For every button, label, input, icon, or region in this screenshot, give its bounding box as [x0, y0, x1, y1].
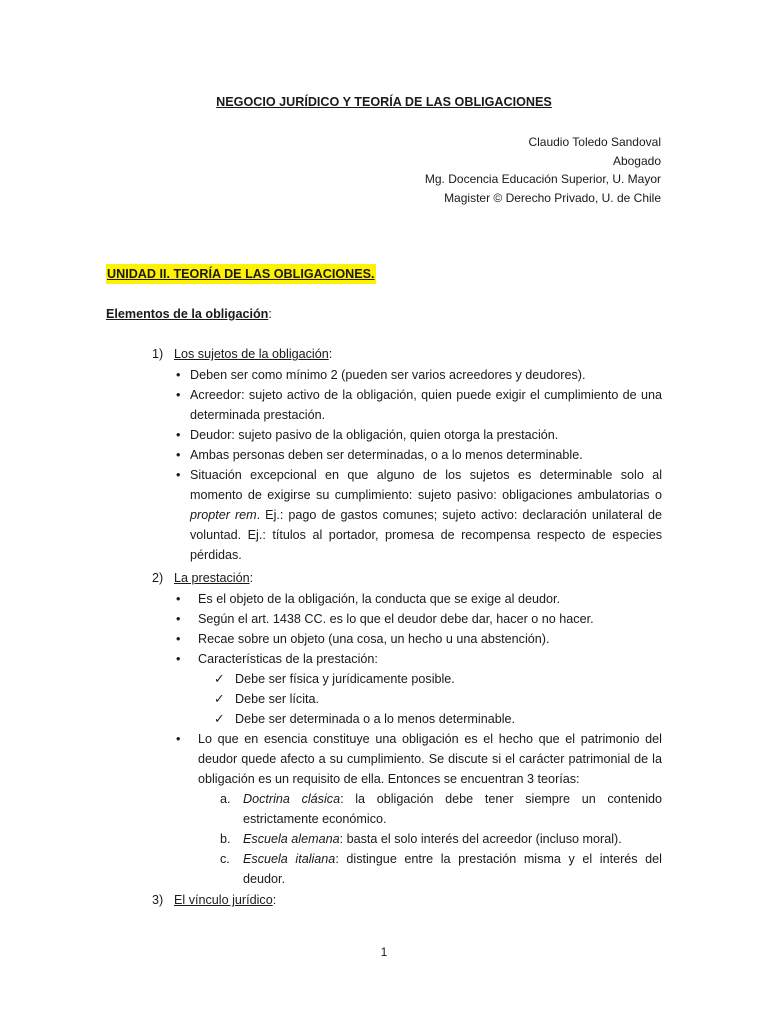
elements-heading-text: Elementos de la obligación: [106, 307, 269, 321]
section-title: La prestación: [174, 571, 250, 585]
elements-heading: [106, 304, 272, 324]
bullet-icon: •: [176, 388, 181, 402]
theory-text: : distingue entre la prestación misma y el interés del deudor.: [243, 852, 662, 886]
theory-item: [198, 789, 662, 829]
list-item-text: Deben ser como mínimo 2 (pueden ser varios acreedores y deudores).: [190, 368, 586, 382]
theory-name: Escuela italiana: [243, 852, 336, 866]
section-3-heading: [152, 890, 276, 910]
list-item-text: Características de la prestación:: [198, 652, 378, 666]
bullet-icon: •: [176, 632, 181, 646]
author-profession: Abogado: [612, 153, 661, 168]
list-item: [176, 465, 662, 565]
section-number: 3): [152, 893, 164, 907]
theory-letter: c.: [220, 852, 230, 866]
section-number: 1): [152, 347, 164, 361]
list-item: [176, 365, 662, 385]
list-item-text: Es el objeto de la obligación, la conducta que se exige al deudor.: [198, 592, 560, 606]
list-item-text: Acreedor: sujeto activo de la obligación, quien puede exigir el cumplimiento de una determinada prestación.: [190, 388, 662, 422]
theory-name: Doctrina clásica: [243, 792, 341, 806]
list-item-text: Según el art. 1438 CC. es lo que el deudor debe dar, hacer o no hacer.: [198, 612, 594, 626]
list-item: [176, 629, 662, 649]
section-2-heading: [152, 568, 253, 588]
list-item-text: Lo que en esencia constituye una obligación es el hecho que el patrimonio del deudor quede afecto a su cumplimiento. Se discute si el carácter patrimonial de la obligación es un requisito de ella. Entonces se encuentran 3 teorías:: [198, 732, 662, 786]
checkmark-icon: ✓: [214, 712, 225, 726]
theory-letter: a.: [220, 792, 231, 806]
theory-name: Escuela alemana: [243, 832, 340, 846]
list-item: [176, 609, 662, 629]
theories-list: [198, 789, 662, 889]
section-number: 2): [152, 571, 164, 585]
theory-letter: b.: [220, 832, 231, 846]
check-item-text: Debe ser lícita.: [235, 692, 319, 706]
theory-item: [198, 829, 662, 849]
document-title: NEGOCIO JURÍDICO Y TEORÍA DE LAS OBLIGACIONES: [216, 95, 552, 109]
bullet-icon: •: [176, 468, 181, 482]
characteristics-list: [198, 669, 662, 729]
list-item-text: Ambas personas deben ser determinadas, o a lo menos determinable.: [190, 448, 583, 462]
bullet-icon: •: [176, 592, 181, 606]
section-colon: :: [249, 571, 254, 585]
bullet-icon: •: [176, 368, 181, 382]
check-item: [198, 689, 662, 709]
check-item-text: Debe ser determinada o a lo menos determinable.: [235, 712, 516, 726]
section-1-bullets: [176, 365, 662, 565]
bullet-icon: •: [176, 652, 181, 666]
checkmark-icon: ✓: [214, 692, 225, 706]
author-block: [425, 133, 661, 207]
list-item-text-italic: propter rem: [190, 508, 257, 522]
theory-item: [198, 849, 662, 889]
section-colon: :: [272, 893, 277, 907]
author-name: Claudio Toledo Sandoval: [528, 135, 661, 149]
theory-text: : la obligación debe tener siempre un contenido estrictamente económico.: [243, 792, 662, 826]
list-item-text-start: Situación excepcional en que alguno de los sujetos es determinable solo al momento de exigirse su cumplimiento: sujeto pasivo: obligaciones ambulatorias o: [190, 468, 662, 502]
page-number: 1: [380, 945, 388, 959]
bullet-icon: •: [176, 448, 181, 462]
check-item: [198, 669, 662, 689]
list-item: [176, 385, 662, 425]
theory-text: : basta el solo interés del acreedor (incluso moral).: [339, 832, 622, 846]
bullet-icon: •: [176, 612, 181, 626]
section-1-heading: [152, 344, 332, 364]
section-title: Los sujetos de la obligación: [174, 347, 329, 361]
checkmark-icon: ✓: [214, 672, 225, 686]
list-item: [176, 445, 662, 465]
section-colon: :: [328, 347, 333, 361]
author-degree-1: Mg. Docencia Educación Superior, U. Mayor: [424, 172, 661, 186]
check-item: [198, 709, 662, 729]
unit-heading: UNIDAD II. TEORÍA DE LAS OBLIGACIONES.: [106, 264, 376, 284]
elements-heading-colon: :: [268, 307, 272, 321]
list-item: [176, 649, 662, 729]
check-item-text: Debe ser física y jurídicamente posible.: [235, 672, 455, 686]
section-2-bullets: [176, 589, 662, 889]
bullet-icon: •: [176, 428, 181, 442]
author-degree-2: Magister © Derecho Privado, U. de Chile: [444, 190, 661, 205]
bullet-icon: •: [176, 732, 181, 746]
section-title: El vínculo jurídico: [174, 893, 273, 907]
list-item: [176, 425, 662, 445]
list-item: [176, 589, 662, 609]
list-item: [176, 729, 662, 889]
list-item-text: Recae sobre un objeto (una cosa, un hecho u una abstención).: [198, 632, 550, 646]
list-item-text: Deudor: sujeto pasivo de la obligación, quien otorga la prestación.: [190, 428, 559, 442]
list-item-text-end: . Ej.: pago de gastos comunes; sujeto activo: declaración unilateral de voluntad. Ej.: títulos al portador, promesa de recompensa respecto de especies pérdidas.: [190, 508, 662, 562]
